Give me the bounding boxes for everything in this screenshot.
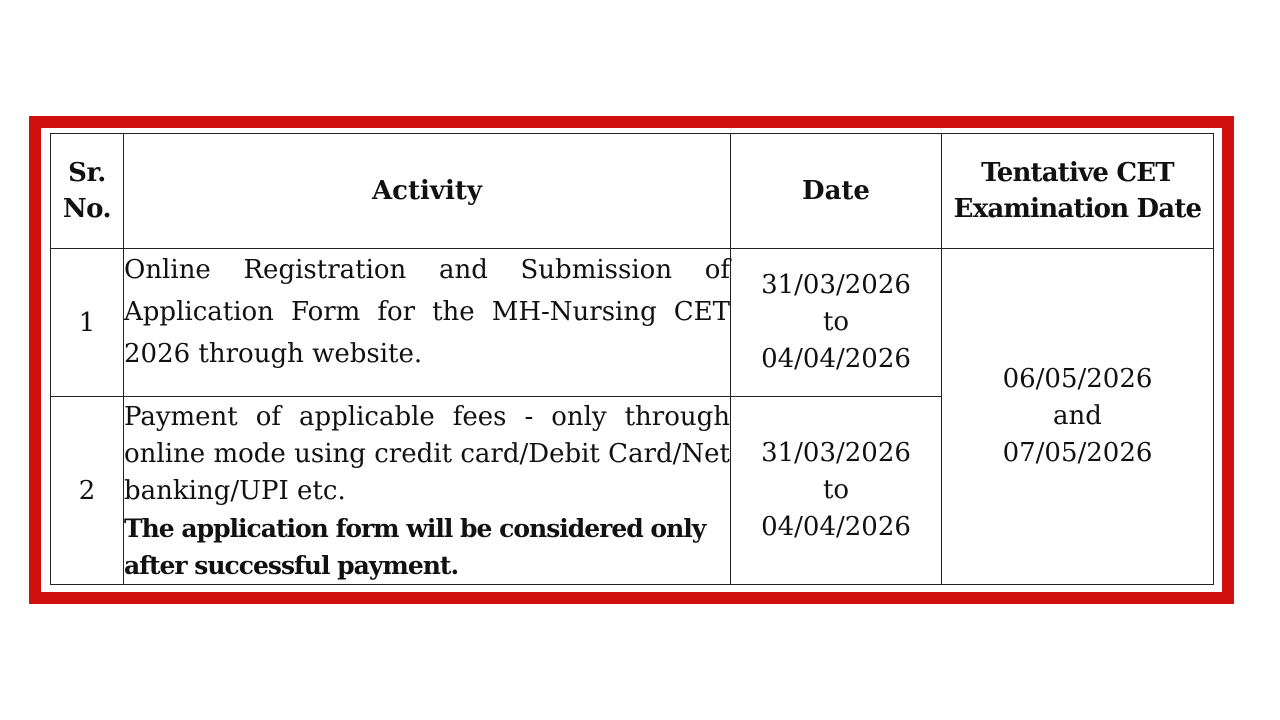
date-to: 04/04/2026: [761, 512, 911, 542]
row-activity: [124, 249, 731, 397]
activity-bold-note: The application form will be considered only after successful payment.: [124, 514, 706, 580]
exam-date-separator: and: [1053, 401, 1102, 431]
date-from: 31/03/2026: [761, 438, 911, 468]
date-separator: to: [822, 307, 850, 337]
activity-text: Payment of applicable fees - only through online mode using credit card/Debit Card/Net banking/UPI etc.: [124, 402, 730, 506]
row-sr-no: 1: [51, 249, 124, 397]
exam-date-second: 07/05/2026: [1002, 438, 1153, 468]
header-exam-line2: Examination Date: [953, 194, 1202, 224]
header-exam-line1: Tentative CET: [981, 158, 1174, 188]
date-from: 31/03/2026: [761, 270, 911, 300]
header-date: Date: [731, 134, 942, 249]
activity-text: Online Registration and Submission of Application Form for the MH-Nursing CET 2026 through website.: [124, 255, 730, 369]
header-sr-no: [51, 134, 124, 249]
table-row: [51, 249, 1214, 397]
schedule-table: [50, 133, 1214, 585]
row-sr-no: 2: [51, 397, 124, 585]
schedule-frame: [29, 116, 1234, 604]
header-row: [51, 134, 1214, 249]
exam-date-first: 06/05/2026: [1002, 364, 1153, 394]
row-activity: [124, 397, 731, 585]
date-to: 04/04/2026: [761, 344, 911, 374]
header-activity: Activity: [124, 134, 731, 249]
header-exam-date: [942, 134, 1214, 249]
header-sr-line1: Sr.: [68, 158, 106, 188]
row-date: [731, 397, 942, 585]
row-date: [731, 249, 942, 397]
header-sr-line2: No.: [62, 194, 112, 224]
exam-date-cell: [942, 249, 1214, 585]
date-separator: to: [822, 475, 850, 505]
